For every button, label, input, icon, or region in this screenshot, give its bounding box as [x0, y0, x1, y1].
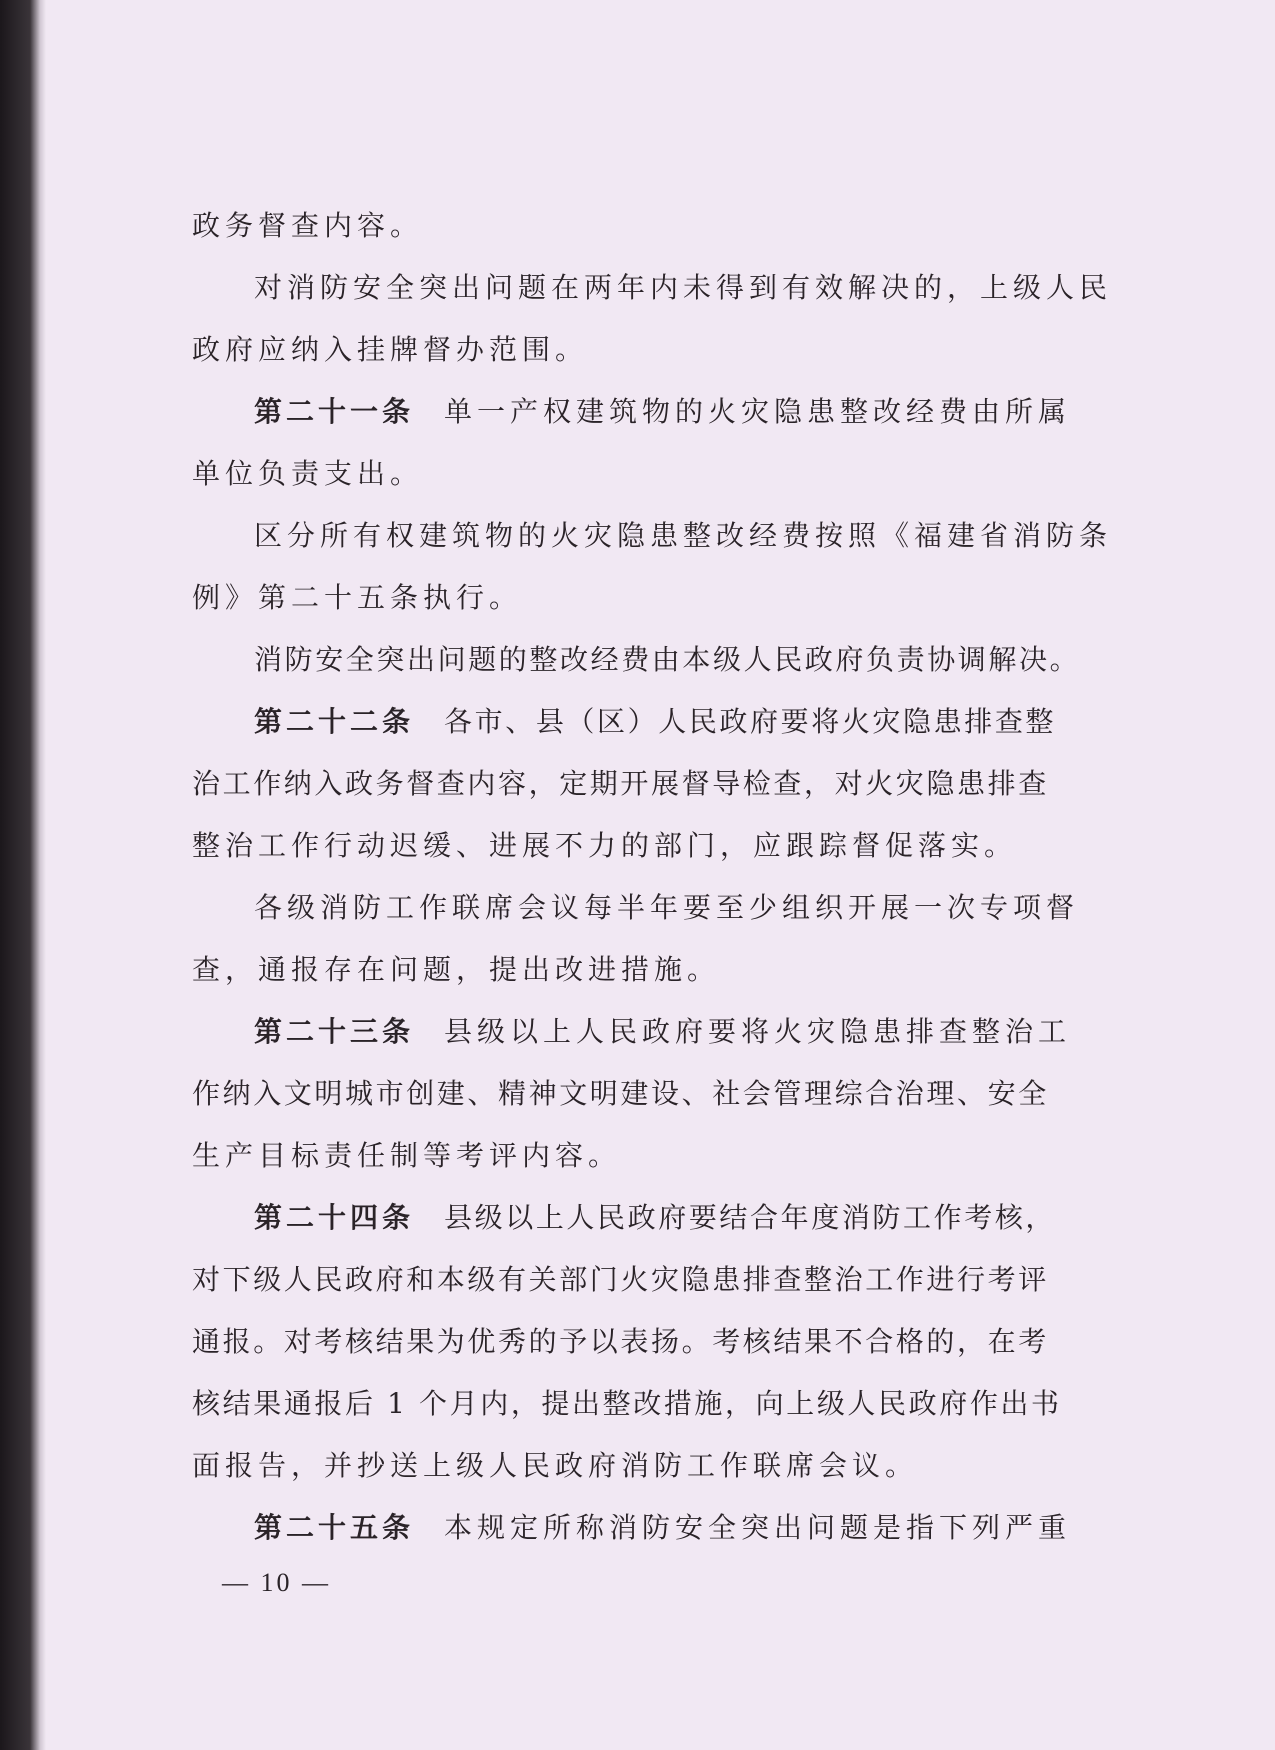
article-heading: 第二十一条 [254, 395, 415, 428]
text-line [192, 753, 1114, 815]
page-number: — 10 — [222, 1568, 331, 1597]
line-text: 整治工作行动迟缓、进展不力的部门，应跟踪督促落实。 [192, 829, 1018, 862]
text-line [192, 505, 1114, 567]
text-line [192, 1125, 1114, 1187]
article-line [192, 1001, 1114, 1063]
line-text: 政务督查内容。 [192, 209, 424, 242]
line-text: 作纳入文明城市创建、精神文明建设、社会管理综合治理、安全 [192, 1077, 1049, 1110]
document-body [192, 195, 1114, 1559]
line-text: 对下级人民政府和本级有关部门火灾隐患排查整治工作进行考评 [192, 1263, 1049, 1296]
line-text: 县级以上人民政府要将火灾隐患排查整治工 [444, 1015, 1072, 1048]
text-line [192, 1435, 1114, 1497]
line-text: 各级消防工作联席会议每半年要至少组织开展一次专项督 [254, 891, 1080, 924]
text-line [192, 443, 1114, 505]
text-line [192, 815, 1114, 877]
text-line [192, 1311, 1114, 1373]
text-line [192, 939, 1114, 1001]
line-text: 单位负责支出。 [192, 457, 424, 490]
scan-edge-shadow [0, 0, 46, 1750]
line-text: 核结果通报后 1 个月内，提出整改措施，向上级人民政府作出书 [192, 1387, 1062, 1420]
text-line [192, 877, 1114, 939]
text-line [192, 257, 1114, 319]
line-text: 生产目标责任制等考评内容。 [192, 1139, 622, 1172]
line-text: 消防安全突出问题的整改经费由本级人民政府负责协调解决。 [254, 643, 1081, 676]
text-line [192, 629, 1114, 691]
article-line [192, 691, 1114, 753]
text-line [192, 1249, 1114, 1311]
line-text: 治工作纳入政务督查内容，定期开展督导检查，对火灾隐患排查 [192, 767, 1049, 800]
line-text: 本规定所称消防安全突出问题是指下列严重 [444, 1511, 1072, 1544]
article-line [192, 1497, 1114, 1559]
line-text: 通报。对考核结果为优秀的予以表扬。考核结果不合格的，在考 [192, 1325, 1049, 1358]
line-text: 各市、县（区）人民政府要将火灾隐患排查整 [444, 705, 1057, 738]
line-text: 县级以上人民政府要结合年度消防工作考核， [444, 1201, 1057, 1234]
article-heading: 第二十五条 [254, 1511, 415, 1544]
article-line [192, 1187, 1114, 1249]
line-text: 对消防安全突出问题在两年内未得到有效解决的，上级人民 [254, 271, 1113, 304]
text-line [192, 195, 1114, 257]
article-heading: 第二十二条 [254, 705, 415, 738]
text-line [192, 1063, 1114, 1125]
line-text: 查，通报存在问题，提出改进措施。 [192, 953, 721, 986]
article-heading: 第二十四条 [254, 1201, 415, 1234]
line-text: 面报告，并抄送上级人民政府消防工作联席会议。 [192, 1449, 919, 1482]
text-line [192, 1373, 1114, 1435]
text-line [192, 567, 1114, 629]
article-heading: 第二十三条 [254, 1015, 415, 1048]
line-text: 区分所有权建筑物的火灾隐患整改经费按照《福建省消防条 [254, 519, 1113, 552]
line-text: 例》第二十五条执行。 [192, 581, 523, 614]
text-line [192, 319, 1114, 381]
article-line [192, 381, 1114, 443]
line-text: 单一产权建筑物的火灾隐患整改经费由所属 [444, 395, 1072, 428]
line-text: 政府应纳入挂牌督办范围。 [192, 333, 589, 366]
